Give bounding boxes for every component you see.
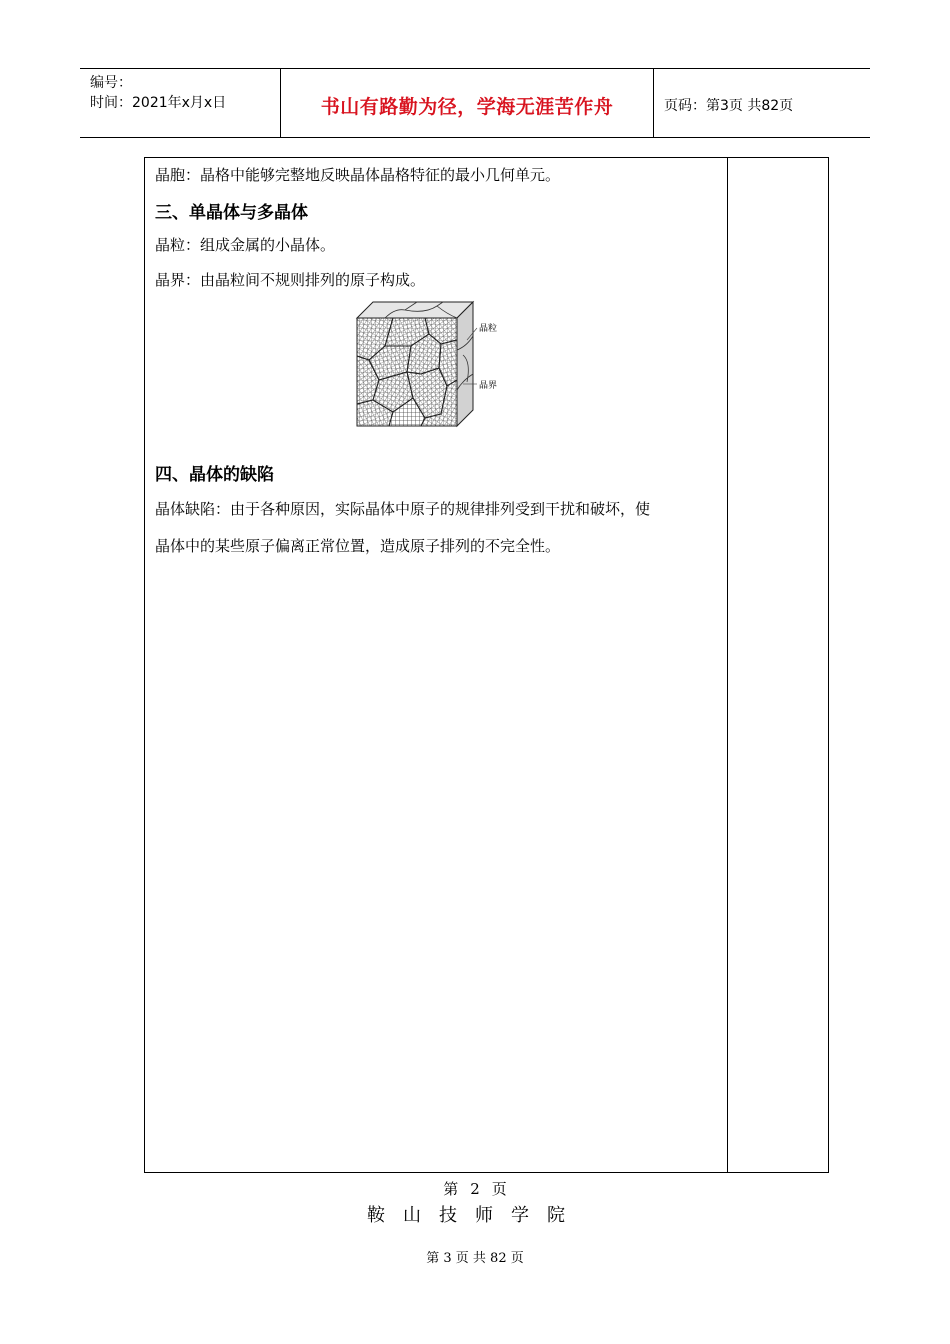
motto-text: 书山有路勤为径，学海无涯苦作舟 <box>320 96 614 118</box>
inner-page-suffix: 页 <box>491 1180 507 1198</box>
header-motto-cell <box>281 69 654 137</box>
polycrystal-diagram <box>355 300 515 428</box>
header-meta-cell <box>80 69 281 137</box>
grain-definition: 晶粒：组成金属的小晶体。 <box>155 236 336 254</box>
grain-boundary-definition: 晶界：由晶粒间不规则排列的原子构成。 <box>155 271 426 289</box>
boundary-label: 晶界 <box>479 381 498 391</box>
section-3-heading: 三、单晶体与多晶体 <box>155 203 308 223</box>
section-4-heading: 四、晶体的缺陷 <box>155 465 274 485</box>
unit-cell-definition: 晶胞：晶格中能够完整地反映晶体晶格特征的最小几何单元。 <box>155 166 561 184</box>
page-code: 页码：第3页 共82页 <box>664 98 794 114</box>
time-label: 时间：2021年x月x日 <box>90 95 227 111</box>
header-page-cell <box>654 69 870 137</box>
defect-definition-line2: 晶体中的某些原子偏离正常位置，造成原子排列的不完全性。 <box>155 537 561 555</box>
column-divider <box>727 158 728 1172</box>
grain-label: 晶粒 <box>479 324 498 334</box>
inner-page-prefix: 第 <box>443 1180 459 1198</box>
page-total: 第 3 页 共 82 页 <box>426 1251 524 1266</box>
defect-definition-line1: 晶体缺陷：由于各种原因，实际晶体中原子的规律排列受到干扰和破坏，使 <box>155 500 651 518</box>
content-table <box>144 157 829 1173</box>
inner-page-value: 2 <box>470 1180 480 1198</box>
serial-label: 编号： <box>90 75 132 91</box>
institution-name: 鞍山技师学院 <box>367 1205 583 1226</box>
document-header <box>80 68 870 138</box>
inner-page-number <box>0 1178 950 1199</box>
